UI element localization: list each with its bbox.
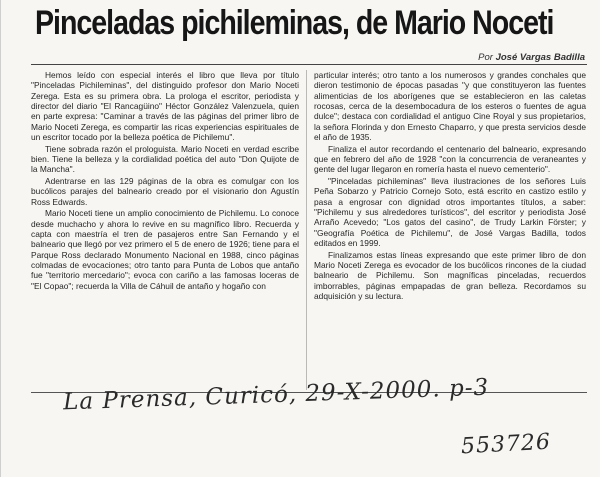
paragraph: Tiene sobrada razón el prologuista. Mario Noceti en verdad escribe bien. Tiene la belleza y la cordialidad poética del auto "Don Quijote de la Mancha". [31,143,299,175]
paragraph: Hemos leído con especial interés el libro que lleva por título "Pinceladas Pichileminas", del distinguido profesor don Mario Noceti Zerega. Esta es su primera obra. La prologa el escritor, periodista y director del diario "El Rancagüino" Héctor González Valenzuela, quien en parte expresa: "Caminar a través de las páginas del primer libro de Mario Noceti Zerega, es compartir las ricas experiencias espirituales de un escritor tocado por la belleza poética de Pichilemu". [31,70,299,143]
paragraph: Finalizamos estas líneas expresando que este primer libro de don Mario Noceti Zerega es evocador de los bucólicos rincones de la ciudad balneario de Pichilemu. Son magníficas pinceladas, recuerdos imborrables, páginas empapadas de gran belleza. Recordamos su adquisición y su lectura. [314,249,586,302]
article-headline: Pinceladas pichileminas, de Mario Noceti [35,4,554,42]
paragraph: particular interés; otro tanto a los numerosos y grandes conchales que dieron testimonio de épocas pasadas "y que constituyeron las fuentes alimenticias de los aborígenes que se establecieron en las caletas rocosas, cerca de la desembocadura de los esteros o fuentes de agua dulce"; destaca con cordialidad el antiguo Cine Royal y sus propietarios, la señora Florinda y don Ernesto Chaparro, y que presta servicios desde el año de 1935. [314,70,586,143]
article-byline [478,52,585,63]
paragraph: Finaliza el autor recordando el centenario del balneario, expresando que en febrero del año de 1928 "con la concurrencia de veraneantes y gente del lugar llegaron en romería hasta el nuevo cementerio". [314,143,586,175]
byline-prefix: Por [478,52,493,63]
paragraph: "Pinceladas pichileminas" lleva ilustraciones de los señores Luis Peña Sobarzo y Patricio Cornejo Soto, está escrito en castizo estilo y pasa a engrosar con dignidad otros importantes títulos, a saber: "Pichilemu y sus alrededores turísticos", del escritor y periodista José Arraño Acevedo; "Los gatos del casino", de Trudy Larkin Förster; y "Geografía Poética de Pichilemu", de José Vargas Badilla, todos editados en 1999. [314,176,586,249]
byline-author: José Vargas Badilla [495,52,585,63]
article-column-left [31,70,299,292]
handwritten-source-note: La Prensa, Curicó, 29-X-2000. p-3 [62,374,490,416]
column-divider [306,70,307,390]
handwritten-catalog-number: 553726 [460,429,552,460]
paragraph: Adentrarse en las 129 páginas de la obra es comulgar con los bucólicos parajes del balneario creado por el visionario don Agustín Ross Edwards. [31,176,299,207]
headline-rule [31,64,587,65]
article-column-right [314,70,586,303]
paragraph: Mario Noceti tiene un amplio conocimiento de Pichilemu. Lo conoce desde muchacho y ahora lo revive en su magnífico libro. Recuerda y capta con maestría el tren de pasajeros entre San Fernando y el balneario que llegó por vez primero el 5 de enero de 1926; tiene para el Parque Ross declarado Monumento Nacional en 1988, cinco páginas colmadas de evocaciones; otro tanto para Punta de Lobos que antaño fue "territorio mercedario"; evoca con cariño a las famosas loceras de "El Copao"; recuerda la Villa de Cáhuil de antaño y hogaño con [31,208,299,291]
